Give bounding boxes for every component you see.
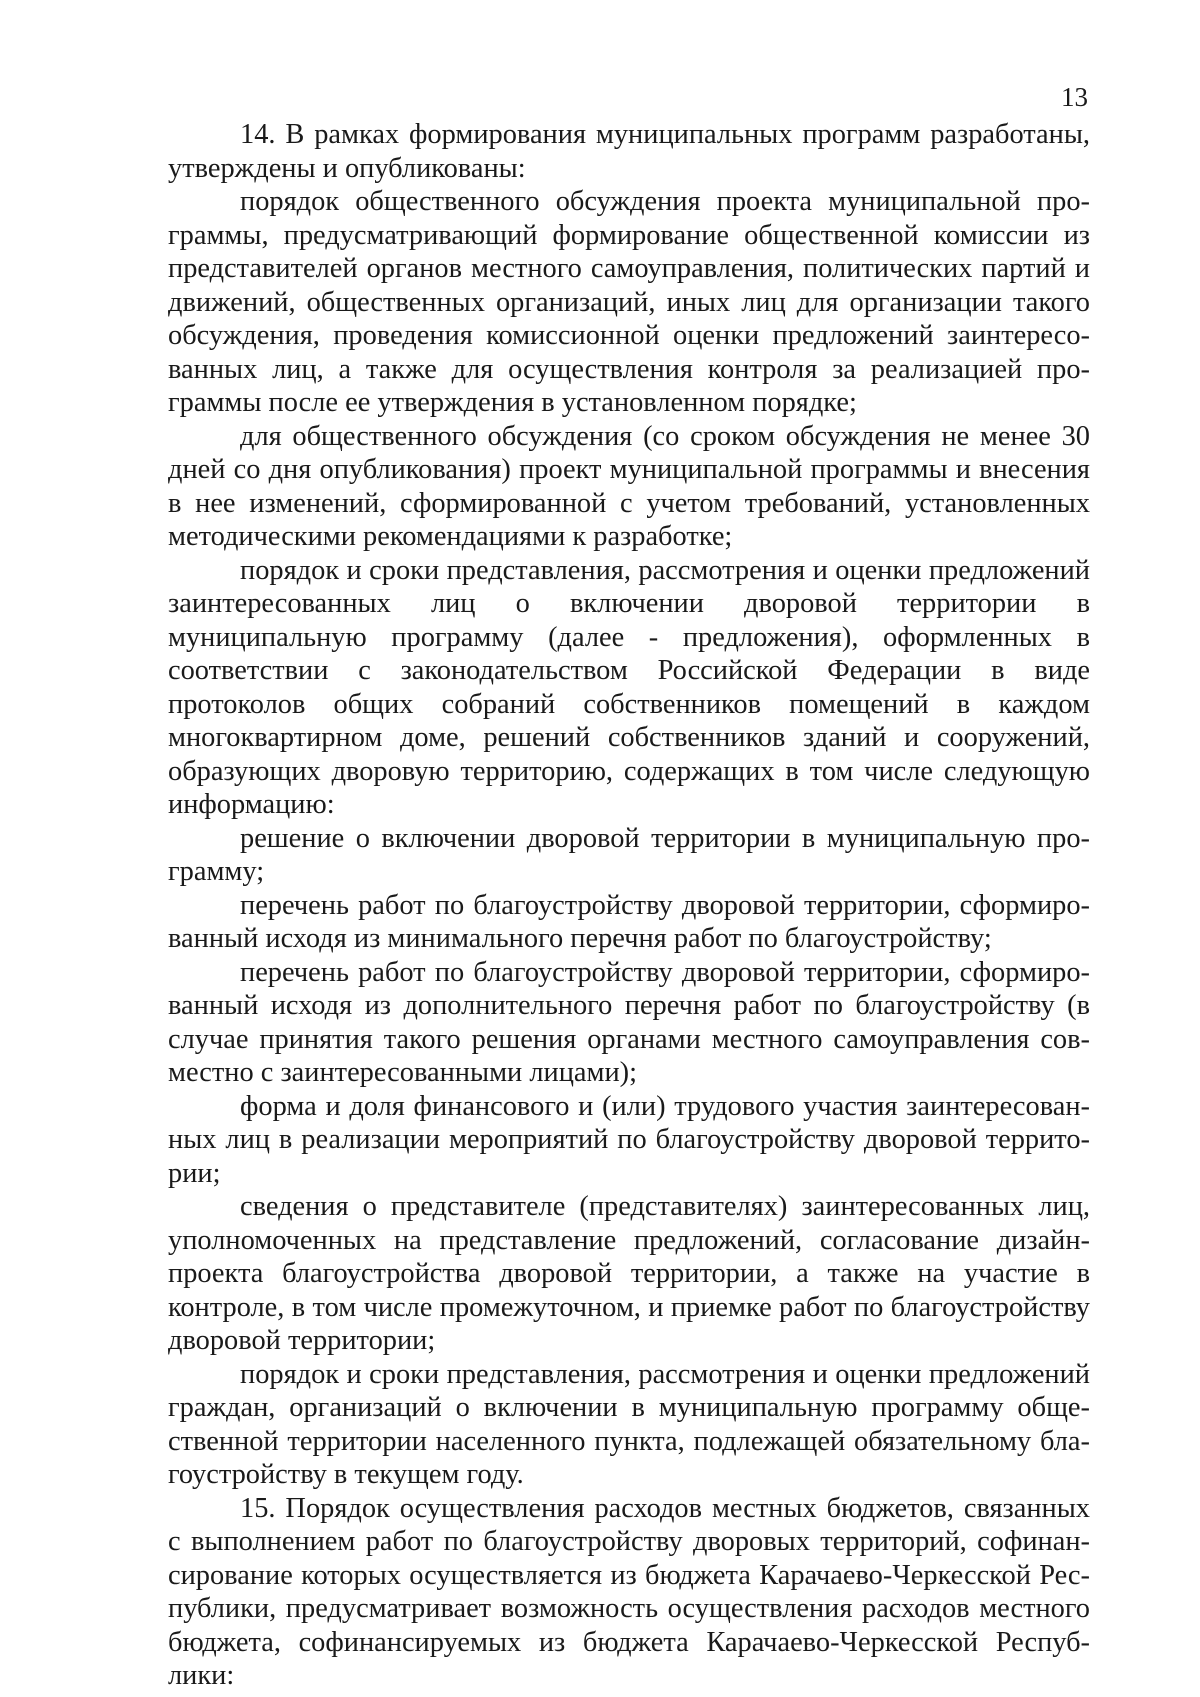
paragraph-item-15: 15. Порядок осуществления расходов местных бюджетов, связанных с выполнением работ по благоустройству дворовых территорий, софинансирование которых осуществляется из бюджета Карачаево-Черкесской Республики, предусматривает возможность осуществления расходов местного бюджета, софинансируемых из бюджета Карачаево-Черкесской Республики: — [168, 1492, 1090, 1691]
paragraph-participation-share: форма и доля финансового и (или) трудового участия заинтересованных лиц в реализации мероприятий по благоустройству дворовой территории; — [168, 1090, 1090, 1189]
paragraph-public-discussion: для общественного обсуждения (со сроком обсуждения не менее 30 дней со дня опубликования) проект муниципальной программы и внесения в нее изменений, сформированной с учетом требований, установленных методическими рекомендациями к разработке; — [168, 420, 1090, 552]
paragraph-item-14: 14. В рамках формирования муниципальных программ разработаны, утверждены и опубликованы: — [168, 119, 1090, 184]
paragraph-additional-works-list: перечень работ по благоустройству дворовой территории, сформированный исходя из дополнительного перечня работ по благоустройству (в случае принятия такого решения органами местного самоуправления совместно с заинтересованными лицами); — [168, 956, 1090, 1088]
paragraph-proposals-procedure: порядок и сроки представления, рассмотрения и оценки предложений заинтересованных лиц о включении дворовой территории в муниципальную программу (далее - предложения), оформленных в соответствии с законодательством Российской Федерации в виде протоколов общих собраний собственников помещений в каждом многоквартирном доме, решений собственников зданий и сооружений, образующих дворовую территорию, содержащих в том числе следующую информацию: — [168, 554, 1090, 820]
paragraph-discussion-procedure: порядок общественного обсуждения проекта муниципальной программы, предусматривающий формирование общественной комиссии из представителей органов местного самоуправления, политических партий и движений, общественных организаций, иных лиц для организации такого обсуждения, проведения комиссионной оценки предложений заинтересованных лиц, а также для осуществления контроля за реализацией программы после ее утверждения в установленном порядке; — [168, 186, 1090, 418]
paragraph-minimal-works-list: перечень работ по благоустройству дворовой территории, сформированный исходя из минимального перечня работ по благоустройству; — [168, 889, 1090, 954]
paragraph-representatives: сведения о представителе (представителях) заинтересованных лиц, уполномоченных на представление предложений, согласование дизайн-проекта благоустройства дворовой территории, а также на участие в контроле, в том числе промежуточном, и приемке работ по благоустройству дворовой территории; — [168, 1191, 1090, 1356]
paragraph-inclusion-decision: решение о включении дворовой территории в муниципальную программу; — [168, 822, 1090, 887]
page-number: 13 — [1061, 82, 1088, 112]
document-body — [168, 118, 1090, 1693]
paragraph-public-territory-proposals: порядок и сроки представления, рассмотрения и оценки предложений граждан, организаций о включении в муниципальную программу общественной территории населенного пункта, подлежащей обязательному благоустройству в текущем году. — [168, 1358, 1090, 1490]
